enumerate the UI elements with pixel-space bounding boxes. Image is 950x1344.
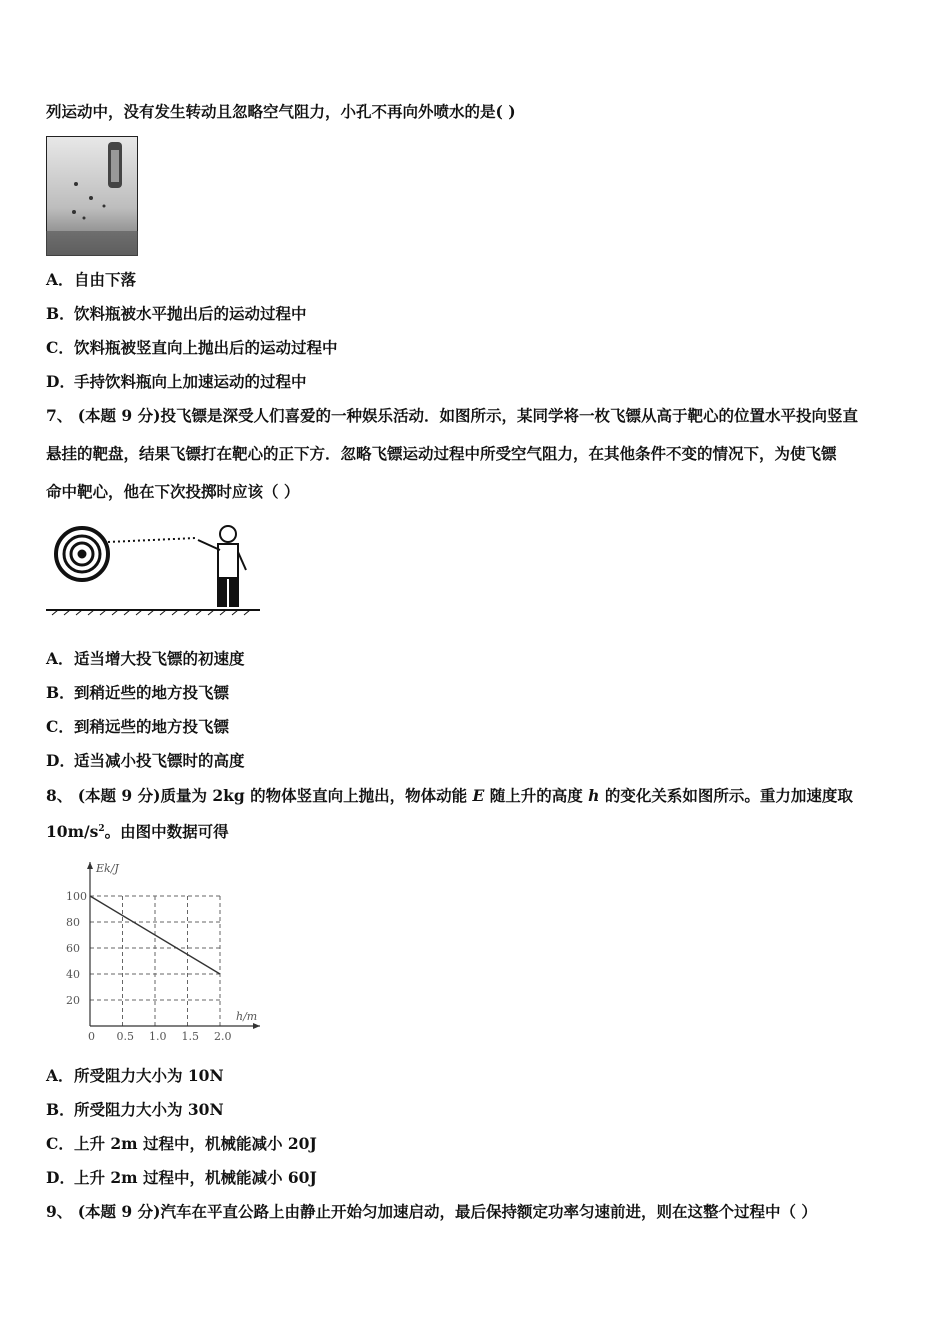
y-axis-arrow bbox=[87, 862, 93, 869]
ek-vs-h-chart bbox=[56, 858, 270, 1048]
y-tick-label-0: 20 bbox=[66, 994, 80, 1007]
dart-throw-figure bbox=[46, 512, 260, 616]
q6-option-b[interactable]: B．饮料瓶被水平抛出后的运动过程中 bbox=[46, 304, 307, 323]
q7-option-b[interactable]: B．到稍近些的地方投飞镖 bbox=[46, 683, 230, 702]
question-7-stem-line-3: 命中靶心，他在下次投掷时应该（ ） bbox=[46, 482, 300, 501]
q7-option-a[interactable]: A．适当增大投飞镖的初速度 bbox=[46, 649, 245, 668]
bottle-photo-figure bbox=[46, 136, 138, 256]
question-8-stem-line-2: $10m/s^2$。由图中数据可得 bbox=[46, 822, 229, 841]
q8-option-b[interactable]: B．所受阻力大小为 30N bbox=[46, 1100, 224, 1119]
q8-option-d[interactable]: D．上升 2m 过程中，机械能减小 60J bbox=[46, 1168, 317, 1187]
thrower-person bbox=[198, 526, 246, 606]
q7-option-d[interactable]: D．适当减小投飞镖时的高度 bbox=[46, 751, 245, 770]
question-9-stem-line-1: 9、 (本题 9 分)汽车在平直公路上由静止开始匀加速启动，最后保持额定功率匀速前进，则在这整个过程中（ ） bbox=[46, 1202, 817, 1221]
dartboard-target bbox=[56, 528, 108, 580]
x-tick-label-3: 1.5 bbox=[181, 1030, 199, 1043]
dart-trajectory bbox=[108, 538, 196, 542]
x-tick-label-4: 2.0 bbox=[214, 1030, 232, 1043]
y-axis-label: Ek/J bbox=[96, 862, 119, 875]
q6-option-a[interactable]: A．自由下落 bbox=[46, 270, 137, 289]
q8-option-a[interactable]: A．所受阻力大小为 10N bbox=[46, 1066, 224, 1085]
x-tick-label-1: 0.5 bbox=[116, 1030, 134, 1043]
y-tick-label-1: 40 bbox=[66, 968, 80, 981]
question-7-stem-line-1: 7、 (本题 9 分)投飞镖是深受人们喜爱的一种娱乐活动．如图所示，某同学将一枚飞镖从高于靶心的位置水平投向竖直 bbox=[46, 406, 858, 425]
x-axis-arrow bbox=[253, 1023, 260, 1029]
x-tick-label-0: 0 bbox=[88, 1030, 95, 1043]
y-tick-label-4: 100 bbox=[66, 890, 87, 903]
q7-option-c[interactable]: C．到稍远些的地方投飞镖 bbox=[46, 717, 230, 736]
q6-option-d[interactable]: D．手持饮料瓶向上加速运动的过程中 bbox=[46, 372, 307, 391]
x-tick-label-2: 1.0 bbox=[149, 1030, 167, 1043]
q8-option-c[interactable]: C．上升 2m 过程中，机械能减小 20J bbox=[46, 1134, 317, 1153]
question-7-stem-line-2: 悬挂的靶盘，结果飞镖打在靶心的正下方．忽略飞镖运动过程中所受空气阻力，在其他条件不变的情况下，为使飞镖 bbox=[46, 444, 837, 463]
y-tick-label-2: 60 bbox=[66, 942, 80, 955]
q6-option-c[interactable]: C．饮料瓶被竖直向上抛出后的运动过程中 bbox=[46, 338, 338, 357]
question-6-stem: 列运动中，没有发生转动且忽略空气阻力，小孔不再向外喷水的是( ) bbox=[46, 102, 516, 121]
x-axis-label: h/m bbox=[236, 1010, 258, 1023]
question-8-stem-line-1: 8、 (本题 9 分)质量为 2kg 的物体竖直向上抛出，物体动能 E 随上升的高度 h 的变化关系如图所示。重力加速度取 bbox=[46, 786, 853, 805]
y-tick-label-3: 80 bbox=[66, 916, 80, 929]
